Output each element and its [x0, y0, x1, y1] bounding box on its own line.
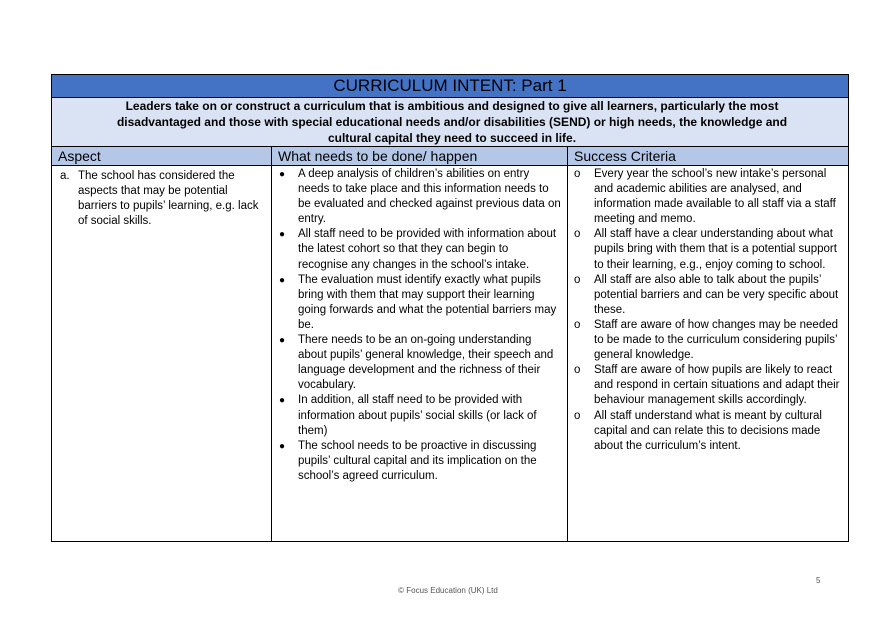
aspect-cell [52, 166, 272, 542]
list-marker: o [574, 409, 581, 422]
list-marker: ● [279, 440, 286, 452]
success-item [574, 227, 842, 272]
intro-line-3: cultural capital they need to succeed in life. [327, 131, 577, 145]
todo-item [279, 439, 561, 484]
intro-statement [52, 98, 849, 147]
todo-item [279, 333, 561, 393]
aspect-list [52, 166, 271, 229]
todo-item [279, 227, 561, 272]
list-item-text: The evaluation must identify exactly what pupils bring with them that may support their learning going forwards and what the potential barriers may be. [298, 273, 557, 331]
success-item [574, 273, 842, 318]
list-item-text: The school needs to be proactive in discussing pupils’ cultural capital and its implication on the school’s agreed curriculum. [298, 439, 537, 482]
list-marker: o [574, 168, 581, 180]
list-item-text: There needs to be an on-going understanding about pupils’ general knowledge, their speech and language development and the richness of their vocabulary. [298, 334, 554, 392]
todo-item [279, 393, 561, 438]
list-marker: ● [279, 274, 286, 286]
success-item [574, 363, 842, 408]
column-header-success: Success Criteria [568, 147, 849, 166]
table-title: CURRICULUM INTENT: Part 1 [52, 75, 849, 98]
column-header-todo: What needs to be done/ happen [272, 147, 568, 166]
curriculum-table [51, 74, 849, 542]
todo-cell [272, 166, 568, 542]
list-item-text: The school has considered the aspects that may be potential barriers to pupils’ learning, e.g. lack of social skills. [78, 170, 259, 228]
success-item [574, 318, 842, 363]
list-marker: ● [279, 335, 286, 347]
list-marker: o [574, 273, 581, 286]
success-item [574, 409, 842, 454]
list-item-text: Every year the school’s new intake’s personal and academic abilities are analysed, and information made available to all staff via a staff meeting and memo. [594, 168, 836, 226]
list-marker: ● [279, 395, 286, 407]
list-marker: o [574, 318, 581, 331]
todo-item [279, 167, 561, 227]
list-marker: a. [60, 170, 70, 182]
footer-copyright: © Focus Education (UK) Ltd [398, 586, 498, 595]
intro-line-1: Leaders take on or construct a curriculum that is ambitious and designed to give all learners, particularly the most [125, 99, 779, 113]
list-marker: o [574, 228, 581, 241]
list-marker: ● [279, 169, 286, 180]
list-item-text: All staff understand what is meant by cultural capital and can relate this to decisions made about the curriculum’s intent. [594, 409, 822, 452]
page-number: 5 [816, 576, 821, 585]
success-list [568, 166, 848, 454]
aspect-item [60, 169, 267, 229]
success-item [574, 167, 842, 227]
list-marker: ● [279, 229, 286, 241]
list-item-text: Staff are aware of how pupils are likely to react and respond in certain situations and adapt their behaviour management skills accordingly. [594, 364, 840, 407]
list-item-text: All staff are also able to talk about the pupils’ potential barriers and can be very specific about these. [594, 273, 839, 316]
column-header-aspect: Aspect [52, 147, 272, 166]
intro-line-2: disadvantaged and those with special educational needs and/or disabilities (SEND) or high needs, the knowledge and [116, 115, 788, 129]
list-item-text: All staff need to be provided with information about the latest cohort so that they can begin to recognise any changes in the school’s intake. [298, 228, 557, 271]
todo-item [279, 273, 561, 333]
list-item-text: All staff have a clear understanding about what pupils bring with them that is a potential support to their learning, e.g., enjoy coming to school. [594, 228, 837, 271]
list-item-text: A deep analysis of children’s abilities on entry needs to take place and this information needs to be evaluated and checked against previous data on entry. [298, 168, 561, 226]
list-item-text: In addition, all staff need to be provided with information about pupils’ social skills (or lack of them) [298, 394, 537, 437]
todo-list [272, 166, 567, 484]
list-marker: o [574, 364, 581, 377]
success-cell [568, 166, 849, 542]
list-item-text: Staff are aware of how changes may be needed to be made to the curriculum considering pupils’ general knowledge. [594, 318, 839, 362]
